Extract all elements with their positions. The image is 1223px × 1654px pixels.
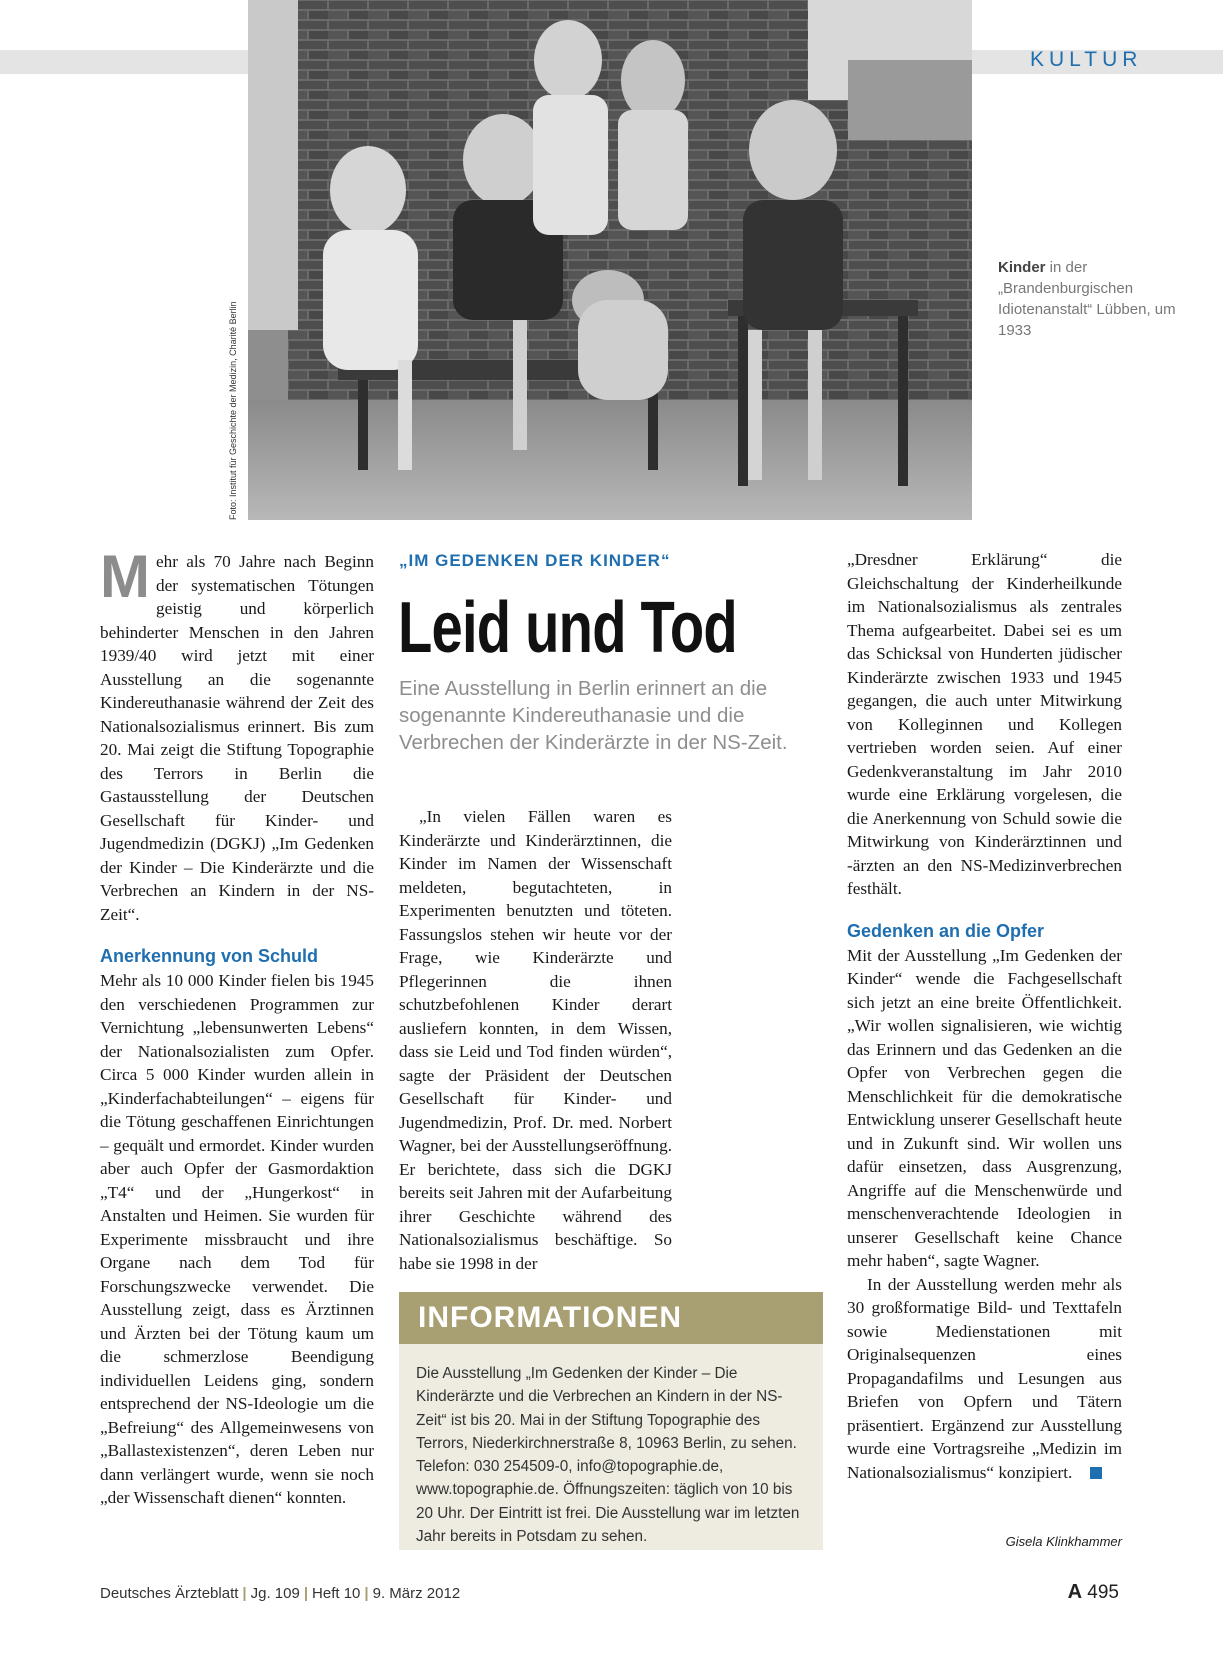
article-deck: Eine Ausstellung in Berlin erinnert an die sogenannte Kindereuthanasie und die Verbrechen der Kinderärzte in der NS-Zeit.: [399, 677, 788, 754]
subhead-gedenken: Gedenken an die Opfer: [847, 920, 1045, 941]
end-mark-icon: [1090, 1467, 1102, 1479]
body-paragraph: Mit der Ausstellung „Im Gedenken der Kinder“ wende die Fachgesellschaft sich jetzt an eine breite Öffentlichkeit. „Wir wollen signalisieren, wie wichtig das Erinnern und das Gedenken an die Opfer von Verbrechen gegen die Menschlichkeit für die demokratische Entwicklung unserer Gesellschaft heute und in Zukunft sind. Wir wollen uns dafür einsetzen, dass Ausgrenzung, Angriffe auf die Menschenwürde und menschenverachtende Ideologien in unserer Gesellschaft keine Chance mehr haben“, sagte Wagner.: [847, 945, 1122, 1270]
article-column-1: [100, 543, 374, 1510]
body-paragraph: Mehr als 10 000 Kinder fielen bis 1945 den verschiedenen Programmen zur Vernichtung „lebensunwerten Lebens“ der Nationalsozialisten zum Opfer. Circa 5 000 Kinder wurden allein in „Kinderfachabteilungen“ – eigens für die Tötung geschaffenen Einrichtungen – gequält und ermordet. Kinder wurden aber auch Opfer der Gasmordaktion „T4“ und der „Hungerkost“ in Anstalten und Heimen. Sie wurden für Experimente missbraucht und ihre Organe nach dem Tod für Forschungszwecke verwendet. Die Ausstellung zeigt, dass es Ärztinnen und Ärzten bei der Tötung kaum um die schmerzlose Beendigung individuellen Leidens ging, sondern entsprechend der NS-Ideologie um die „Befreiung“ des Allgemeinwesens von „Ballastexistenzen“, deren Leben nur dann verlängert wurde, wenn sie noch „der Wissenschaft dienen“ konnten.: [100, 971, 374, 1507]
journal-issue: Heft 10: [312, 1585, 361, 1602]
photo-credit: Foto: Institut für Geschichte der Medizin, Charité Berlin: [228, 301, 238, 520]
journal-date: 9. März 2012: [372, 1585, 461, 1602]
footer-separator: |: [303, 1585, 309, 1602]
caption-text: in der „Brandenburgischen Idiotenanstalt“ Lübben, um 1933: [998, 259, 1176, 339]
page-number: [1068, 1581, 1119, 1604]
page-footer: [100, 1585, 460, 1602]
photo-caption: [998, 257, 1188, 341]
body-text: In der Ausstellung werden mehr als 30 großformatige Bild- und Texttafeln sowie Medienstationen mit Originalsequenzen eines Propagandafilms und Lesungen aus Briefen von Opfern und Tätern präsentiert. Ergänzend zur Ausstellung wurde eine Vortragsreihe „Medizin im Nationalsozialismus“ konzipiert.: [847, 1274, 1122, 1482]
info-box-text: Die Ausstellung „Im Gedenken der Kinder – Die Kinderärzte und die Verbrechen an Kindern in der NS-Zeit“ ist bis 20. Mai in der Stiftung Topographie des Terrors, Niederkirchnerstraße 8, 10963 Berlin, zu sehen. Telefon: 030 254509-0, info@topographie.de, www.topographie.de. Öffnungszeiten: täglich von 10 bis 20 Uhr. Der Eintritt ist frei. Die Ausstellung war im letzten Jahr bereits in Potsdam zu sehen.: [416, 1365, 800, 1546]
caption-lead: Kinder: [998, 259, 1046, 276]
dropcap: M: [100, 543, 150, 610]
article-kicker: „IM GEDENKEN DER KINDER“: [399, 551, 671, 570]
article-headline: Leid und Tod: [398, 588, 737, 668]
page-prefix: A: [1067, 1581, 1083, 1603]
subhead-anerkennung: Anerkennung von Schuld: [100, 946, 319, 966]
journal-name: Deutsches Ärzteblatt: [100, 1585, 239, 1602]
journal-volume: Jg. 109: [250, 1585, 300, 1602]
section-label: KULTUR: [1030, 48, 1143, 71]
intro-paragraph: ehr als 70 Jahre nach Beginn der systematischen Tötungen geistig und körperlich behinderter Menschen in den Jahren 1939/40 wird jetzt mit einer Ausstellung an die sogenannte Kindereuthanasie während der Zeit des Nationalsozialismus erinnert. Bis zum 20. Mai zeigt die Stiftung Topographie des Terrors in Berlin die Gastausstellung der Deutschen Gesellschaft für Kinder- und Jugendmedizin (DGKJ) „Im Gedenken der Kinder – Die Kinderärzte und die Verbrechen an Kindern in der NS-Zeit“.: [100, 552, 374, 924]
author-name: Gisela Klinkhammer: [1005, 1534, 1122, 1549]
article-column-2: [399, 805, 672, 1275]
body-paragraph: „Dresdner Erklärung“ die Gleichschaltung der Kinderheilkunde im Nationalsozialismus als zentrales Thema aufgearbeitet. Dabei sei es um das Schicksal von Hunderten jüdischer Kinderärzte zwischen 1933 und 1945 gegangen, die auch unter Mitwirkung von Kolleginnen und Kollegen vertrieben worden seien. Auf einer Gedenkveranstaltung im Jahr 2010 wurde eine Erklärung vorgelesen, die die Anerkennung von Schuld sowie die Mitwirkung von Kinderärztinnen und -ärzten an den NS-Medizinverbrechen festhält.: [847, 550, 1122, 898]
info-box-title: INFORMATIONEN: [399, 1292, 823, 1344]
body-paragraph-last: [847, 1273, 1122, 1485]
article-photo: [248, 0, 972, 520]
footer-separator: |: [364, 1585, 369, 1602]
page-number-value: 495: [1087, 1582, 1119, 1603]
body-paragraph: „In vielen Fällen waren es Kinderärzte und Kinderärztinnen, die Kinder im Namen der Wissenschaft meldeten, begutachteten, in Experimenten benutzten und töteten. Fassungslos stehen wir heute vor der Frage, wie Kinderärzte und Pflegerinnen die ihnen schutzbefohlenen Kinder derart ausliefern konnten, in dem Wissen, dass sie Leid und Tod finden würden“, sagte der Präsident der Deutschen Gesellschaft für Kinder- und Jugendmedizin, Prof. Dr. med. Norbert Wagner, bei der Ausstellungseröffnung. Er berichtete, dass sich die DGKJ bereits seit Jahren mit der Aufarbeitung ihrer Geschichte während des Nationalsozialismus beschäftige. So habe sie 1998 in der: [399, 807, 672, 1273]
header-rule-left: [0, 50, 248, 74]
info-box: [399, 1292, 823, 1550]
footer-separator: |: [242, 1585, 247, 1602]
article-column-3: [847, 548, 1122, 1484]
